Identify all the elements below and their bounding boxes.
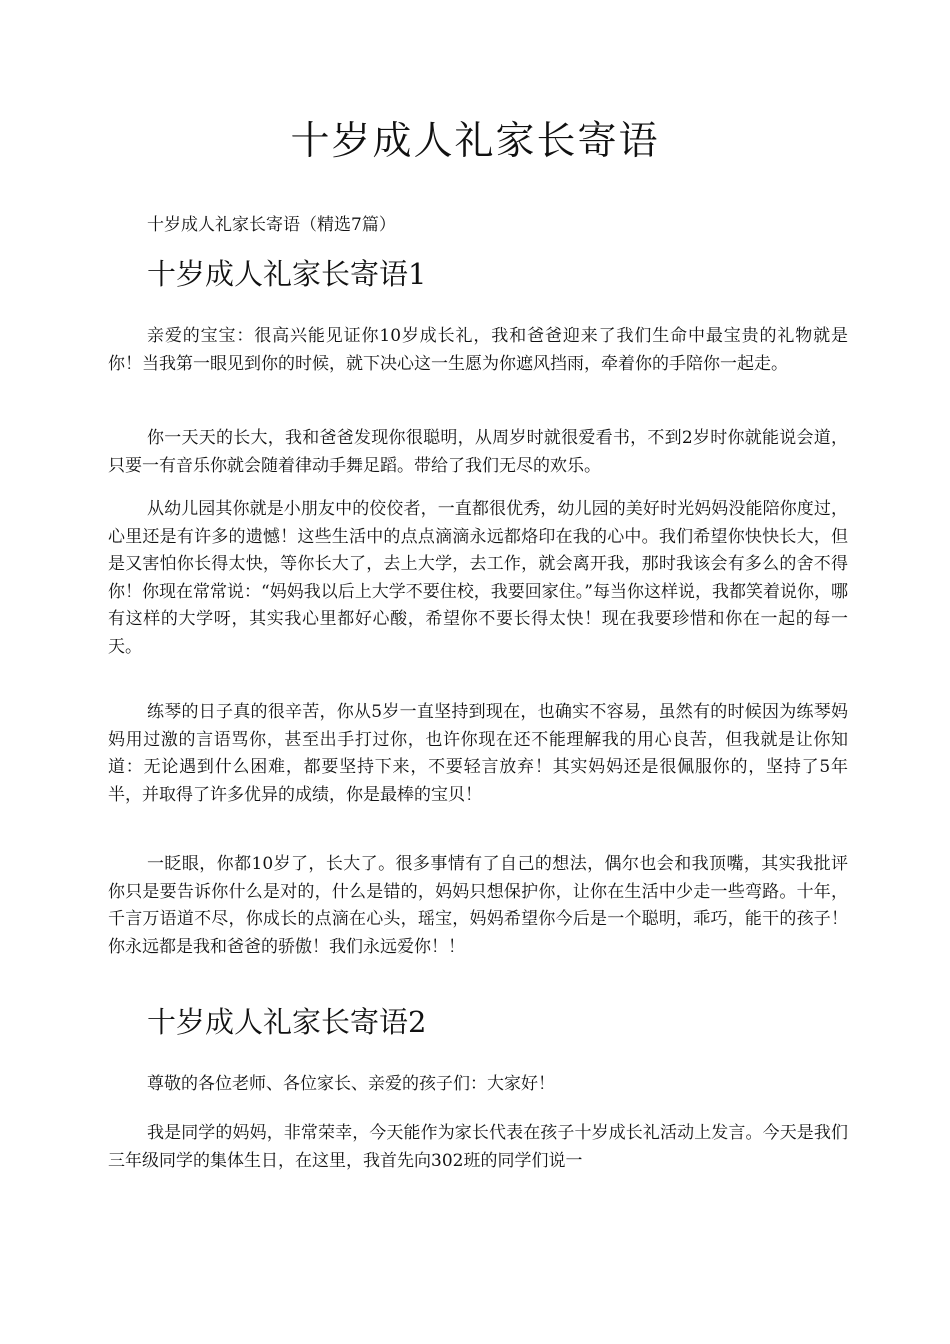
paragraph: 一眨眼，你都10岁了，长大了。很多事情有了自己的想法，偶尔也会和我顶嘴，其实我批评你只是要告诉你什么是对的，什么是错的，妈妈只想保护你，让你在生活中少走一些弯路。十年，千言万语道不尽，你成长的点滴在心头，瑶宝，妈妈希望你今后是一个聪明，乖巧，能干的孩子！你永远都是我和爸爸的骄傲！我们永远爱你！！ [108, 854, 848, 957]
document-title: 十岁成人礼家长寄语 [290, 119, 660, 164]
paragraph: 亲爱的宝宝：很高兴能见证你10岁成长礼，我和爸爸迎来了我们生命中最宝贵的礼物就是你！当我第一眼见到你的时候，就下决心这一生愿为你遮风挡雨，牵着你的手陪你一起走。 [108, 326, 848, 374]
paragraph: 我是同学的妈妈，非常荣幸，今天能作为家长代表在孩子十岁成长礼活动上发言。今天是我们三年级同学的集体生日，在这里，我首先向302班的同学们说一 [108, 1123, 848, 1171]
document-subtitle: 十岁成人礼家长寄语（精选7篇） [147, 215, 396, 235]
section-heading-2: 十岁成人礼家长寄语2 [147, 1005, 427, 1039]
section-heading-1: 十岁成人礼家长寄语1 [147, 257, 427, 291]
paragraph: 练琴的日子真的很辛苦，你从5岁一直坚持到现在，也确实不容易，虽然有的时候因为练琴妈妈用过激的言语骂你，甚至出手打过你，也许你现在还不能理解我的用心良苦，但我就是让你知道：无论遇到什么困难，都要坚持下来，不要轻言放弃！其实妈妈还是很佩服你的，坚持了5年半，并取得了许多优异的成绩，你是最棒的宝贝！ [108, 702, 848, 805]
paragraph: 从幼儿园其你就是小朋友中的佼佼者，一直都很优秀，幼儿园的美好时光妈妈没能陪你度过，心里还是有许多的遗憾！这些生活中的点点滴滴永远都烙印在我的心中。我们希望你快快长大，但是又害怕你长得太快，等你长大了，去上大学，去工作，就会离开我，那时我该会有多么的舍不得你！你现在常常说：“妈妈我以后上大学不要住校，我要回家住。”每当你这样说，我都笑着说你，哪有这样的大学呀，其实我心里都好心酸，希望你不要长得太快！现在我要珍惜和你在一起的每一天。 [108, 499, 848, 657]
paragraph: 尊敬的各位老师、各位家长、亲爱的孩子们：大家好！ [147, 1074, 555, 1094]
paragraph: 你一天天的长大，我和爸爸发现你很聪明，从周岁时就很爱看书，不到2岁时你就能说会道，只要一有音乐你就会随着律动手舞足蹈。带给了我们无尽的欢乐。 [108, 428, 848, 476]
